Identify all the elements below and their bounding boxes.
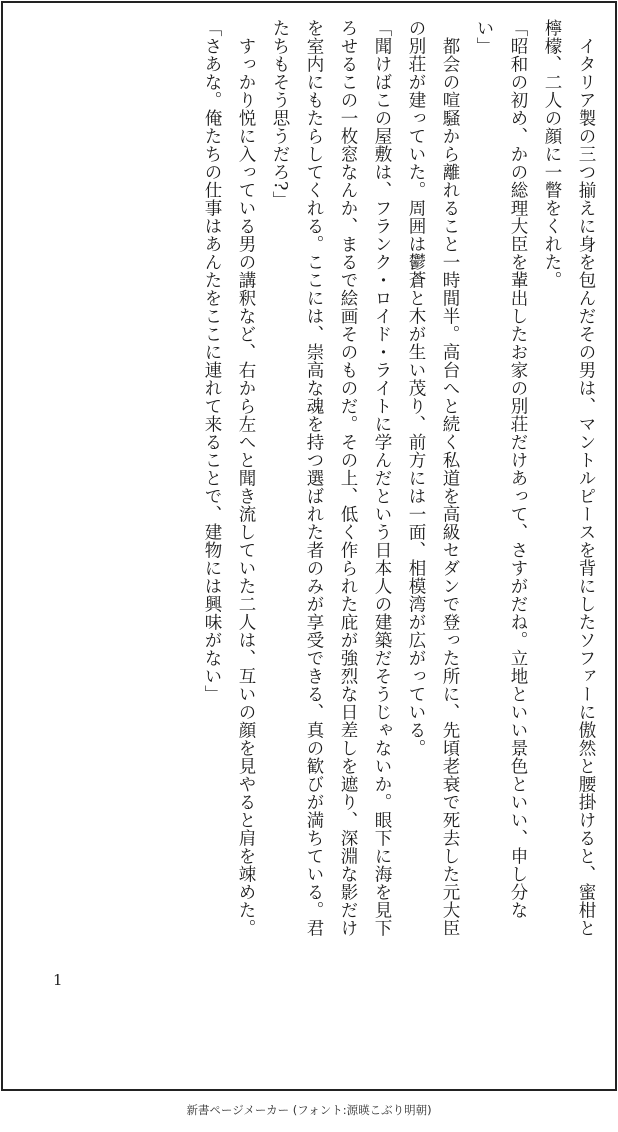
book-page (1, 1, 617, 1091)
page-number: 1 (53, 971, 63, 989)
paragraph: 「昭和の初め、かの総理大臣を輩出したお家の別荘だけあって、さすがだね。立地といい景色といい、申し分ない」 (474, 19, 528, 919)
paragraph: 「聞けばこの屋敷は、フランク・ロイド・ライトに学んだという日本人の建築だそうじゃないか。眼下に海を見下ろせるこの一枚窓なんか、まるで絵画そのものだ。その上、低く作られた庇が強烈な日差しを遮り、深淵な影だけを室内にもたらしてくれる。ここには、崇高な魂を持つ選ばれた者のみが享受できる、真の歓びが満ちている。君たちもそう思うだろ?」 (270, 19, 392, 937)
paragraph: 都会の喧騒から離れること一時間半。高台へと続く私道を高級セダンで登った所に、先頃老衰で死去した元大臣の別荘が建っていた。周囲は鬱蒼と木が生い茂り、前方には一面、相模湾が広がっている。 (406, 19, 460, 937)
paragraph: イタリア製の三つ揃えに身を包んだその男は、マントルピースを背にしたソファーに傲然と腰掛けると、蜜柑と檸檬、二人の顔に一瞥をくれた。 (542, 19, 596, 937)
footer-caption: 新書ページメーカー (フォント:源暎こぶり明朝) (186, 1103, 432, 1117)
vertical-text-body (43, 19, 603, 937)
paragraph: すっかり悦に入っている男の講釈など、右から左へと聞き流していた二人は、互いの顔を見やると肩を竦めた。 (236, 36, 256, 937)
paragraph: 「さあな。俺たちの仕事はあんたをここに連れて来ることで、建物には興味がない」 (202, 19, 222, 703)
